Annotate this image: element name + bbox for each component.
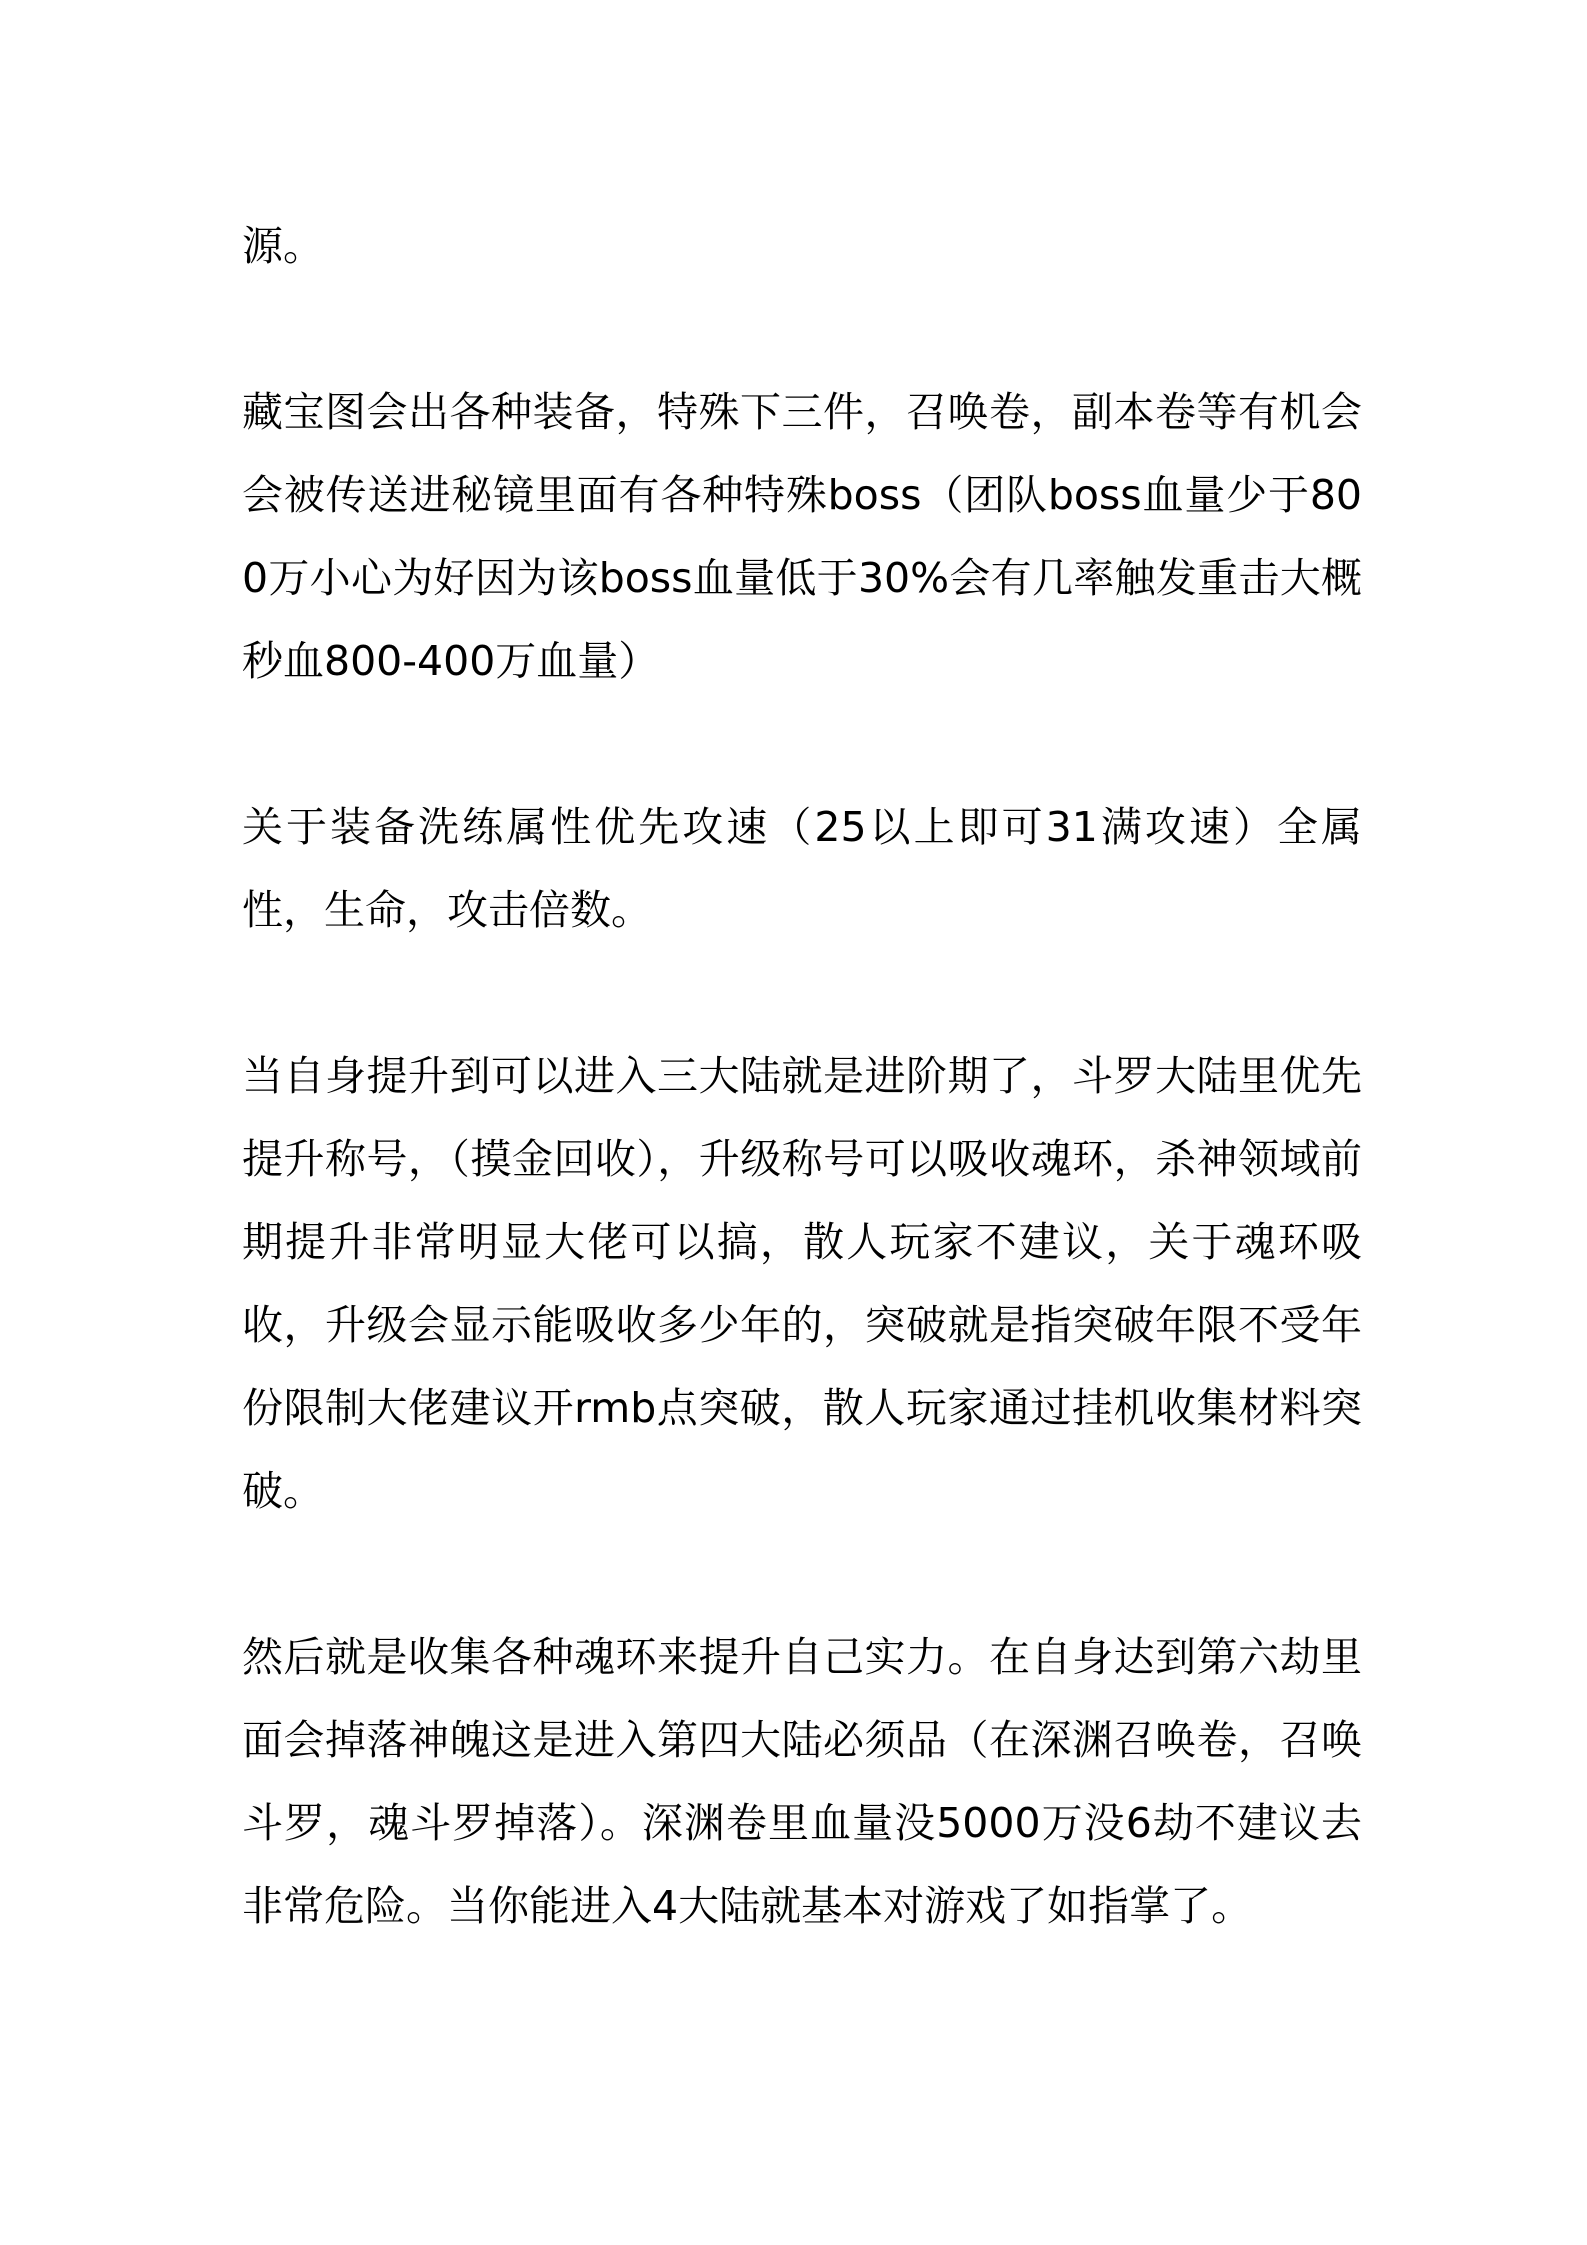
paragraph: 当自身提升到可以进入三大陆就是进阶期了，斗罗大陆里优先提升称号，（摸金回收），升级称号可以吸收魂环，杀神领域前期提升非常明显大佬可以搞，散人玩家不建议，关于魂环吸收，升级会显示能吸收多少年的，突破就是指突破年限不受年份限制大佬建议开rmb点突破，散人玩家通过挂机收集材料突破。 [242,1052,1362,1515]
paragraph: 源。 [242,222,324,270]
document-body [242,205,1362,1948]
paragraph: 然后就是收集各种魂环来提升自己实力。在自身达到第六劫里面会掉落神魄这是进入第四大陆必须品（在深渊召唤卷，召唤斗罗，魂斗罗掉落）。深渊卷里血量没5000万没6劫不建议去非常危险。当你能进入4大陆就基本对游戏了如指掌了。 [242,1633,1362,1930]
paragraph: 关于装备洗练属性优先攻速（25以上即可31满攻速）全属性，生命，攻击倍数。 [242,803,1362,934]
paragraph: 藏宝图会出各种装备，特殊下三件，召唤卷，副本卷等有机会会被传送进秘镜里面有各种特殊boss（团队boss血量少于800万小心为好因为该boss血量低于30%会有几率触发重击大概秒血800-400万血量） [242,388,1362,685]
